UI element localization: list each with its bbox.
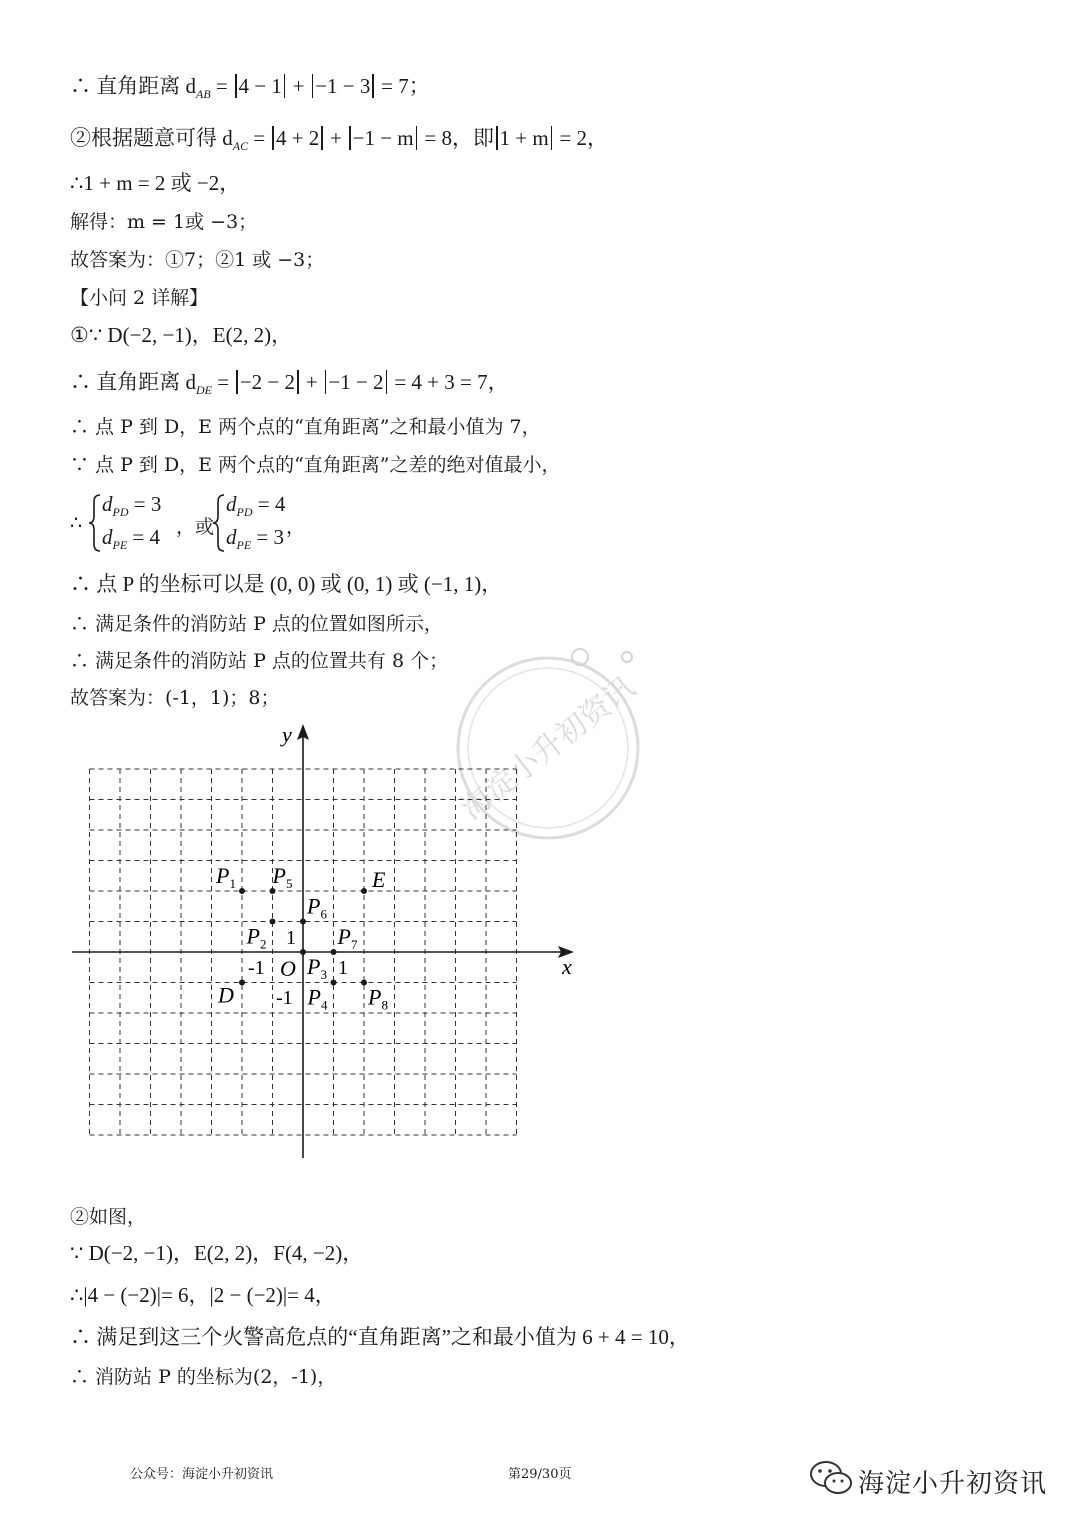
position-count-line: ∴ 满足条件的消防站 P 点的位置共有 8 个； (70, 650, 449, 672)
watermark-text: 海淀小升初资讯 (455, 670, 642, 827)
left-brace-1 (88, 494, 102, 552)
y-tick-1: 1 (286, 927, 296, 949)
point-p7-dot (331, 949, 337, 955)
point-p1-dot (239, 888, 245, 894)
system1-bottom: $d_{PE} = 4$ (102, 525, 161, 552)
equation-line: ∴1 + m = 2 或 −2， (70, 171, 241, 195)
point-e-label: E (372, 867, 386, 892)
x-axis-label: x (562, 954, 572, 979)
point-p2-label: $P_2$ (246, 923, 267, 952)
axes (72, 722, 574, 1158)
points-line: ①∵ D(−2, −1)，E(2, 2)， (70, 323, 293, 347)
distance-de-line: ∴ 直角距离 $d_{DE} = -2 - 2 + -1 - 2 = 4 + 3 = 7$， (70, 370, 509, 397)
footer-account: 公众号：海淀小升初资讯 (130, 1467, 274, 1482)
left-brace-2 (212, 494, 226, 552)
point-p7-label: $P_7$ (337, 924, 358, 952)
point-p3-label: $P_3$ (307, 954, 327, 982)
point-p6-label: $P_6$ (307, 893, 327, 922)
position-figure-line: ∴ 满足条件的消防站 P 点的位置如图所示， (70, 613, 443, 635)
footer-page-number: 第29/30页 (508, 1467, 572, 1482)
x-tick-neg-1: -1 (248, 957, 265, 979)
solution-line: 解得：m = 1或 −3； (70, 211, 258, 233)
min-sum-line: ∴ 满足到这三个火警高危点的“直角距离”之和最小值为 6 + 4 = 10， (70, 1325, 690, 1349)
origin-label: O (280, 956, 296, 981)
wechat-icon (808, 1458, 856, 1498)
point-p4-dot (331, 980, 337, 986)
point-e-dot (361, 888, 367, 894)
point-p8-label: $P_8$ (368, 984, 388, 1013)
points (215, 863, 388, 1013)
system2-top: $d_{PD} = 4$ (226, 492, 286, 519)
figure-intro-line: ②如图， (70, 1206, 147, 1228)
point-p6-dot (300, 919, 306, 925)
point-p4-label: $P_4$ (307, 984, 328, 1013)
system1-top: $d_{PD} = 3$ (102, 492, 162, 519)
abs-diff-line: ∴|4 − (−2)|= 6，|2 − (−2)|= 4， (70, 1283, 336, 1307)
point-p8-dot (361, 980, 367, 986)
section-heading: 【小问 2 详解】 (70, 287, 209, 309)
point-p5-label: $P_5$ (272, 863, 293, 891)
answer-line: 故答案为：①7；②1 或 −3； (70, 249, 325, 271)
answer-line-2: 故答案为：(-1，1)；8； (70, 687, 280, 709)
point-p3-dot (300, 949, 306, 955)
station-coord-line: ∴ 消防站 P 的坐标为(2，-1)， (70, 1366, 337, 1388)
point-p2-dot (270, 919, 276, 925)
y-axis-label: y (282, 722, 292, 747)
footer-brand: 海淀小升初资讯 (858, 1469, 1048, 1499)
distance-ac-line: ②根据题意可得 $d_{AC} = 4 + 2 + -1 - m = 8$，即 1 + m = 2， (70, 126, 609, 153)
point-p1-label: $P_1$ (216, 863, 236, 891)
coordinate-graph (60, 718, 600, 1168)
point-d-label: D (218, 982, 234, 1008)
system2-bottom: $d_{PE} = 3$ (226, 525, 285, 552)
y-tick-neg-1: -1 (276, 987, 293, 1009)
coordinates-line: ∴ 点 P 的坐标可以是 (0, 0) 或 (0, 1) 或 (−1, 1)， (70, 572, 503, 596)
diff-min-line: ∵ 点 P 到 D，E 两个点的“直角距离”之差的绝对值最小， (70, 454, 561, 476)
points-def-line: ∵ D(−2, −1)，E(2, 2)，F(4, −2)， (70, 1241, 364, 1265)
sum-min-line: ∴ 点 P 到 D，E 两个点的“直角距离”之和最小值为 7， (70, 416, 541, 438)
distance-ab-line: ∴ 直角距离 $d_{AB} = 4 - 1 + -1 - 3 = 7$； (70, 74, 430, 101)
point-p5-dot (270, 888, 276, 894)
x-tick-1: 1 (338, 957, 348, 979)
point-d-dot (239, 980, 245, 986)
